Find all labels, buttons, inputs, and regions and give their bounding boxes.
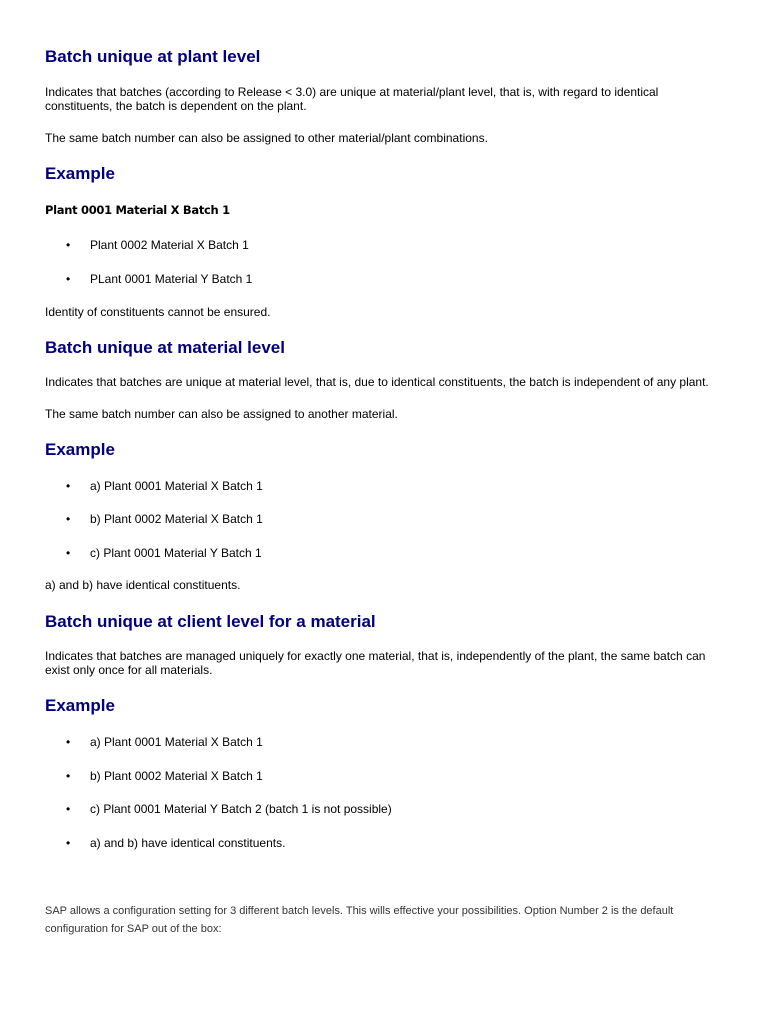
list-item-text: a) Plant 0001 Material X Batch 1 — [90, 479, 263, 493]
bullet-icon: • — [66, 836, 71, 850]
list-item-text: a) and b) have identical constituents. — [90, 836, 286, 850]
paragraph: The same batch number can also be assigned to other material/plant combinations. — [45, 131, 488, 145]
paragraph: Indicates that batches are managed uniquely for exactly one material, that is, independently of the plant, the same batch can exist only once for all materials. — [45, 649, 706, 677]
bullet-icon: • — [66, 735, 71, 749]
section-heading: Batch unique at material level — [45, 338, 285, 357]
bullet-icon: • — [66, 512, 71, 526]
list-item-text: b) Plant 0002 Material X Batch 1 — [90, 769, 263, 783]
paragraph: a) and b) have identical constituents. — [45, 578, 241, 592]
bullet-icon: • — [66, 769, 71, 783]
paragraph: Indicates that batches are unique at material level, that is, due to identical constituents, the batch is independent of any plant. — [45, 375, 709, 389]
paragraph-block — [45, 131, 725, 145]
list-item-text: PLant 0001 Material Y Batch 1 — [90, 272, 253, 286]
paragraph-block — [45, 375, 725, 389]
section-plant-level — [45, 47, 725, 67]
section-example-3 — [45, 696, 725, 716]
bullet-icon: • — [66, 272, 71, 286]
list-item-text: Plant 0002 Material X Batch 1 — [90, 238, 249, 252]
subhead-block — [45, 203, 725, 217]
list-item-text: c) Plant 0001 Material Y Batch 2 (batch 1 is not possible) — [90, 802, 392, 816]
bullet-icon: • — [66, 238, 71, 252]
section-material-level — [45, 338, 725, 358]
bullet-icon: • — [66, 479, 71, 493]
section-example-2 — [45, 440, 725, 460]
paragraph-block — [45, 578, 725, 592]
section-heading: Example — [45, 164, 115, 183]
list-item-text: c) Plant 0001 Material Y Batch 1 — [90, 546, 262, 560]
note-block — [45, 902, 725, 938]
example-subhead: Plant 0001 Material X Batch 1 — [45, 203, 230, 217]
paragraph: Indicates that batches (according to Release < 3.0) are unique at material/plant level, that is, with regard to identical constituents, the batch is dependent on the plant. — [45, 85, 659, 113]
section-client-level — [45, 612, 725, 632]
paragraph: The same batch number can also be assigned to another material. — [45, 407, 398, 421]
paragraph: Identity of constituents cannot be ensured. — [45, 305, 271, 319]
paragraph-block — [45, 305, 725, 319]
paragraph-block — [45, 407, 725, 421]
list-item-text: a) Plant 0001 Material X Batch 1 — [90, 735, 263, 749]
paragraph-block — [45, 649, 725, 677]
section-heading: Example — [45, 696, 115, 715]
bullet-icon: • — [66, 546, 71, 560]
section-heading: Example — [45, 440, 115, 459]
paragraph-block — [45, 85, 725, 113]
section-example-1 — [45, 164, 725, 184]
section-heading: Batch unique at plant level — [45, 47, 261, 66]
section-heading: Batch unique at client level for a material — [45, 612, 376, 631]
list-item-text: b) Plant 0002 Material X Batch 1 — [90, 512, 263, 526]
closing-note: SAP allows a configuration setting for 3 different batch levels. This wills effective your possibilities. Option Number 2 is the default configuration for SAP out of the box: — [45, 905, 674, 935]
bullet-icon: • — [66, 802, 71, 816]
